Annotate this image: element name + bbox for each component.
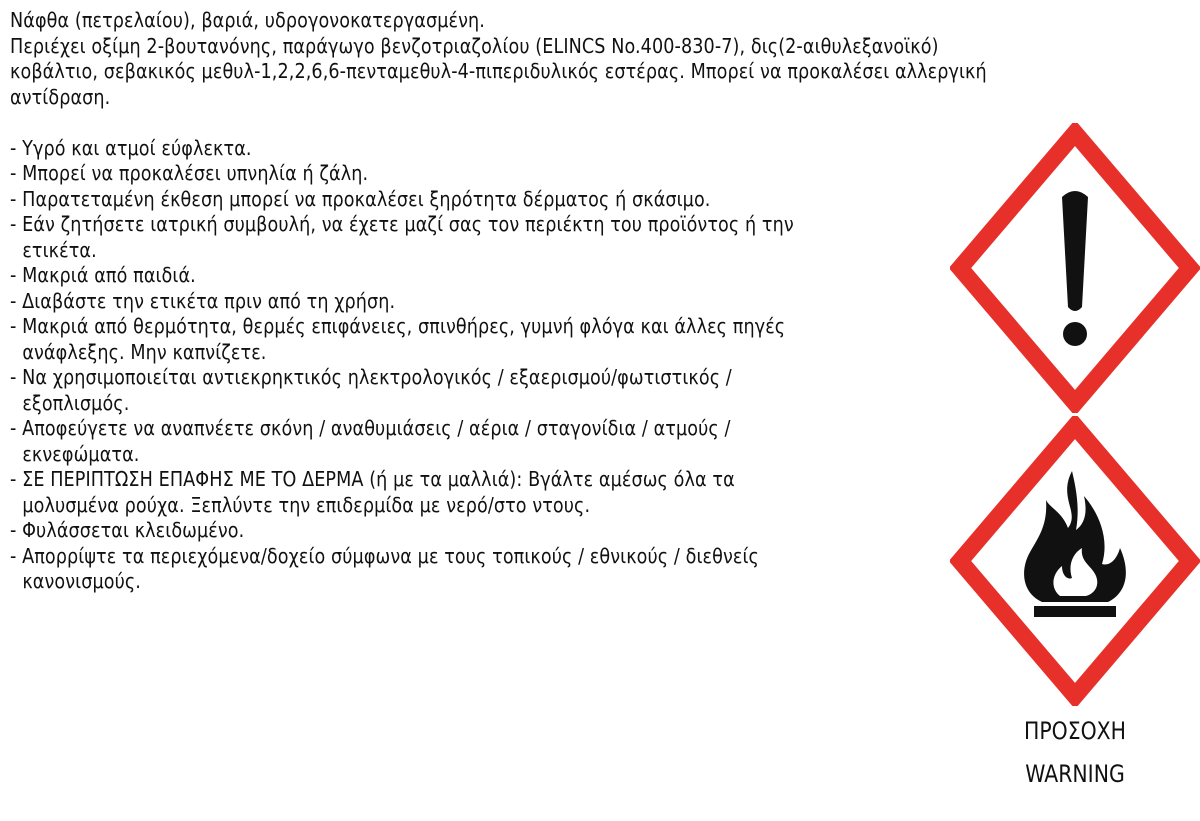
composition-line: κοβάλτιο, σεβακικός μεθυλ-1,2,2,6,6-πενταμεθυλ-4-πιπεριδυλικός εστέρας. Μπορεί να προκαλέσει αλλεργική <box>10 59 987 83</box>
statement-item: - Παρατεταμένη έκθεση μπορεί να προκαλέσει ξηρότητα δέρματος ή σκάσιμο. <box>10 186 711 211</box>
statement-item: - Μακριά από θερμότητα, θερμές επιφάνειες, σπινθήρες, γυμνή φλόγα και άλλες πηγές <box>10 314 786 338</box>
statement-item: - Μπορεί να προκαλέσει υπνηλία ή ζάλη. <box>10 161 369 185</box>
statement-item: - Διαβάστε την ετικέτα πριν από τη χρήση. <box>10 288 396 313</box>
statement-item-continuation: μολυσμένα ρούχα. Ξεπλύντε την επιδερμίδα με νερό/στο ντους. <box>22 492 591 517</box>
statement-item: - Υγρό και ατμοί εύφλεκτα. <box>10 135 252 160</box>
composition-line: αντίδραση. <box>10 84 111 109</box>
signal-word-english: WARNING <box>1025 760 1125 788</box>
exclamation-dot <box>1063 322 1087 346</box>
statement-item: - Απορρίψτε τα περιεχόμενα/δοχείο σύμφωνα με τους τοπικούς / εθνικούς / διεθνείς <box>10 543 759 568</box>
flame-icon <box>950 416 1200 706</box>
exclamation-mark-icon <box>950 123 1200 413</box>
statement-item: - Εάν ζητήσετε ιατρική συμβουλή, να έχετε μαζί σας τον περιέκτη του προϊόντος ή την <box>10 212 794 236</box>
statement-item-continuation: κανονισμούς. <box>22 569 141 593</box>
statement-item: - Μακριά από παιδιά. <box>10 263 196 287</box>
statement-item: - Αποφεύγετε να αναπνέετε σκόνη / αναθυμιάσεις / αέρια / σταγονίδια / ατμούς / <box>10 416 731 440</box>
statement-item-continuation: ανάφλεξης. Μην καπνίζετε. <box>22 339 267 364</box>
statement-item-continuation: ετικέτα. <box>22 237 97 262</box>
composition-line: Περιέχει οξίμη 2-βουτανόνης, παράγωγο βενζοτριαζολίου (ELINCS No.400-830-7), δις(2-αιθυλεξανοϊκό) <box>10 33 939 58</box>
statement-item-continuation: εξοπλισμός. <box>22 390 130 415</box>
flame-base-bar <box>1034 606 1116 617</box>
statement-item: - ΣΕ ΠΕΡΙΠΤΩΣΗ ΕΠΑΦΗΣ ΜΕ ΤΟ ΔΕΡΜΑ (ή με τα μαλλιά): Βγάλτε αμέσως όλα τα <box>10 467 735 491</box>
signal-word-greek: ΠΡΟΣΟΧΗ <box>1024 717 1126 745</box>
statement-item: - Να χρησιμοποιείται αντιεκρηκτικός ηλεκτρολογικός / εξαερισμού/φωτιστικός / <box>10 365 732 389</box>
composition-line: Νάφθα (πετρελαίου), βαριά, υδρογονοκατεργασμένη. <box>10 8 485 32</box>
pictogram-red-diamond <box>960 426 1190 696</box>
statement-item-continuation: εκνεφώματα. <box>22 441 140 466</box>
statement-item: - Φυλάσσεται κλειδωμένο. <box>10 518 245 542</box>
